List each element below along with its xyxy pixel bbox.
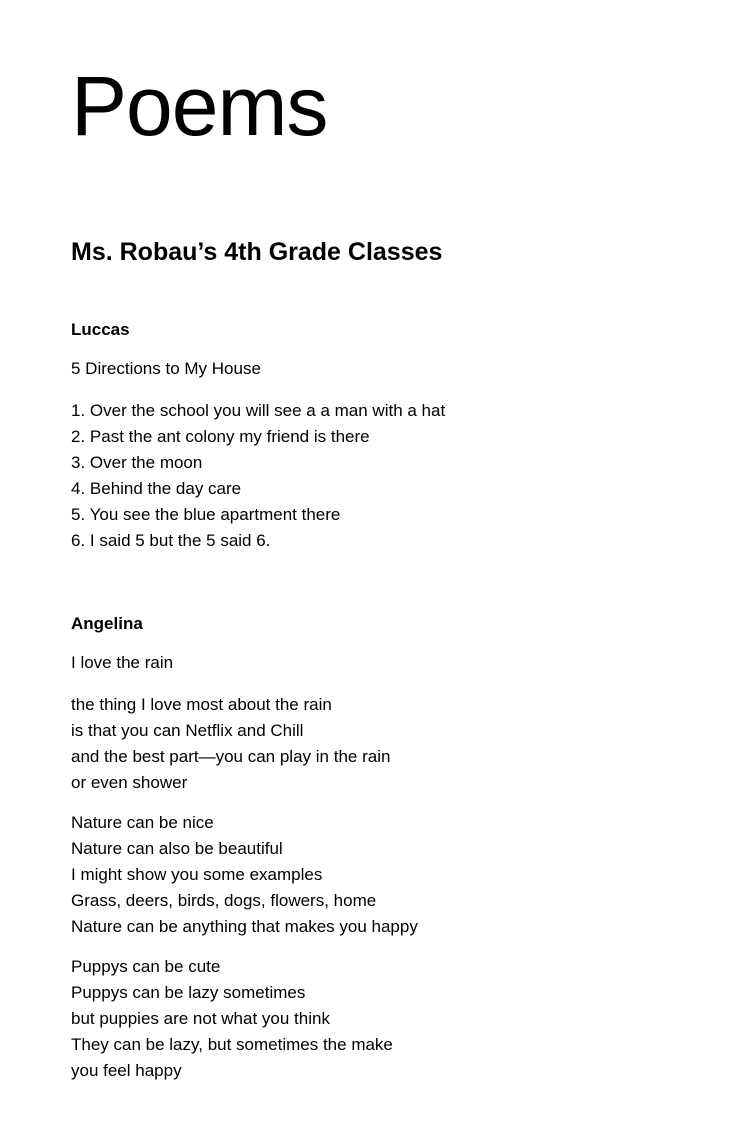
poem-line: 2. Past the ant colony my friend is there — [71, 427, 370, 446]
poem-line: Nature can also be beautiful — [71, 839, 283, 858]
poem-stanza — [71, 810, 711, 940]
poem-line: the thing I love most about the rain — [71, 695, 332, 714]
page-subtitle: Ms. Robau’s 4th Grade Classes — [71, 238, 443, 266]
poem-line: Nature can be nice — [71, 813, 214, 832]
poem-angelina — [71, 613, 711, 1084]
poem-line: you feel happy — [71, 1061, 182, 1080]
poem-stanza — [71, 398, 711, 554]
poem-line: 3. Over the moon — [71, 453, 203, 472]
poem-line: Puppys can be lazy sometimes — [71, 983, 306, 1002]
poem-line: They can be lazy, but sometimes the make — [71, 1035, 393, 1054]
poem-line: 5. You see the blue apartment there — [71, 505, 341, 524]
poem-title: I love the rain — [71, 653, 174, 672]
poem-line: 6. I said 5 but the 5 said 6. — [71, 531, 271, 550]
poem-author: Angelina — [71, 614, 143, 633]
poem-line: 4. Behind the day care — [71, 479, 242, 498]
poem-line: Grass, deers, birds, dogs, flowers, home — [71, 891, 377, 910]
poem-line: Nature can be anything that makes you happy — [71, 917, 418, 936]
poem-author: Luccas — [71, 320, 130, 339]
poem-line: or even shower — [71, 773, 188, 792]
poem-line: and the best part—you can play in the rain — [71, 747, 391, 766]
poem-line: is that you can Netflix and Chill — [71, 721, 304, 740]
page-title: Poems — [71, 59, 328, 153]
poem-title: 5 Directions to My House — [71, 359, 261, 378]
poem-stanza — [71, 954, 711, 1084]
poem-line: I might show you some examples — [71, 865, 323, 884]
poem-line: Puppys can be cute — [71, 957, 221, 976]
poem-luccas — [71, 319, 711, 554]
document-page — [71, 0, 711, 1084]
poem-line: 1. Over the school you will see a a man with a hat — [71, 401, 446, 420]
poem-line: but puppies are not what you think — [71, 1009, 330, 1028]
poem-stanza — [71, 692, 711, 796]
